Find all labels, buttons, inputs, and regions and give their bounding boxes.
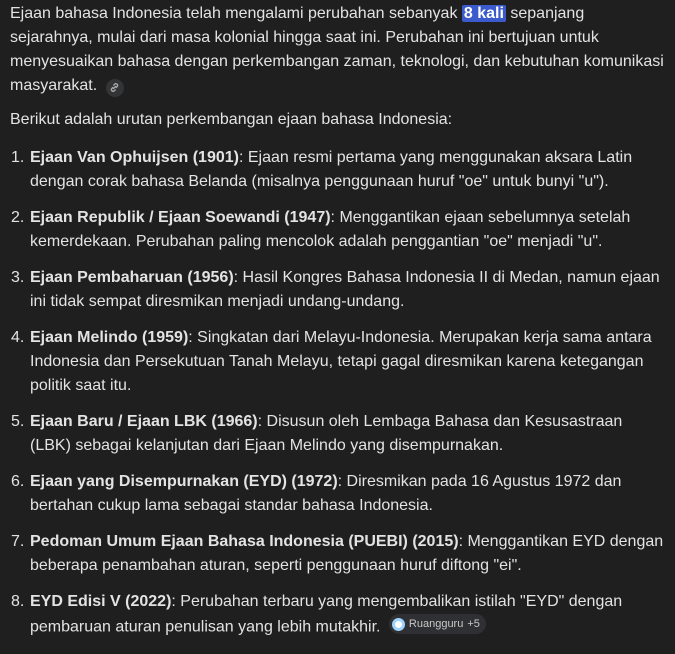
intro-text-after: sepanjang sejarahnya, mulai dari masa kolonial hingga saat ini. Perubahan ini bertujuan untuk menyesuaikan bahasa dengan perkembangan zaman, teknologi, dan kebutuhan komunikasi masyarakat. [10,5,664,94]
list-number: 6. [11,473,25,490]
list-item-title: Ejaan yang Disempurnakan (EYD) (1972) [30,473,338,490]
list-item-title: Ejaan Pembaharuan (1956) [30,269,234,286]
list-item [10,590,665,640]
list-lead-text: Berikut adalah urutan perkembangan ejaan bahasa Indonesia: [10,111,453,128]
list-number: 7. [11,533,25,550]
list-item-desc: : Diresmikan pada 16 Agustus 1972 dan bertahan cukup lama sebagai standar bahasa Indonesia. [30,473,622,514]
source-chip-label: Ruangguru [408,618,464,630]
highlighted-count: 8 kali [463,5,504,22]
list-item-title: Ejaan Melindo (1959) [30,329,189,346]
list-number: 8. [11,593,25,610]
list-number: 4. [11,329,25,346]
list-item-desc: : Disusun oleh Lembaga Bahasa dan Kesusastraan (LBK) sebagai kelanjutan dari Ejaan Melindo yang disempurnakan. [30,413,623,454]
source-citation-chip[interactable] [389,614,486,634]
list-item-desc: : Perubahan terbaru yang mengembalikan istilah "EYD" dengan pembaruan aturan penulisan yang lebih mutakhir. [30,593,623,636]
list-item [10,530,665,578]
list-item [10,410,665,458]
list-number: 5. [11,413,25,430]
intro-text-before: Ejaan bahasa Indonesia telah mengalami perubahan sebanyak [10,5,462,22]
list-number: 2. [11,209,25,226]
list-item-desc: : Singkatan dari Melayu-Indonesia. Merupakan kerja sama antara Indonesia dan Persekutuan Tanah Melayu, tetapi gagal diresmikan karena ketegangan politik saat itu. [30,329,652,394]
ruangguru-favicon-icon [392,618,405,631]
source-chip-count: +5 [467,618,480,630]
list-item [10,146,665,194]
list-item [10,206,665,254]
list-item-desc: : Menggantikan EYD dengan beberapa penambahan aturan, seperti penggunaan huruf diftong "ei". [30,533,664,574]
list-item [10,266,665,314]
intro-paragraph [10,2,665,98]
list-item-desc: : Hasil Kongres Bahasa Indonesia II di Medan, namun ejaan ini tidak sempat diresmikan menjadi undang-undang. [30,269,660,310]
list-item-desc: : Ejaan resmi pertama yang menggunakan aksara Latin dengan corak bahasa Belanda (misalnya penggunaan huruf "oe" untuk bunyi "u"). [30,149,633,190]
list-item-title: Ejaan Republik / Ejaan Soewandi (1947) [30,209,331,226]
list-item-title: EYD Edisi V (2022) [30,593,172,610]
list-item [10,470,665,518]
list-item-title: Ejaan Baru / Ejaan LBK (1966) [30,413,258,430]
list-item-desc: : Menggantikan ejaan sebelumnya setelah kemerdekaan. Perubahan paling mencolok adalah penggantian "oe" menjadi "u". [30,209,631,250]
list-item [10,326,665,398]
list-item-title: Pedoman Umum Ejaan Bahasa Indonesia (PUEBI) (2015) [30,533,459,550]
ejaan-history-list [10,146,665,640]
list-number: 3. [11,269,25,286]
list-number: 1. [11,149,25,166]
source-link-button[interactable] [106,79,124,97]
list-item-title: Ejaan Van Ophuijsen (1901) [30,149,239,166]
link-icon [109,82,120,93]
